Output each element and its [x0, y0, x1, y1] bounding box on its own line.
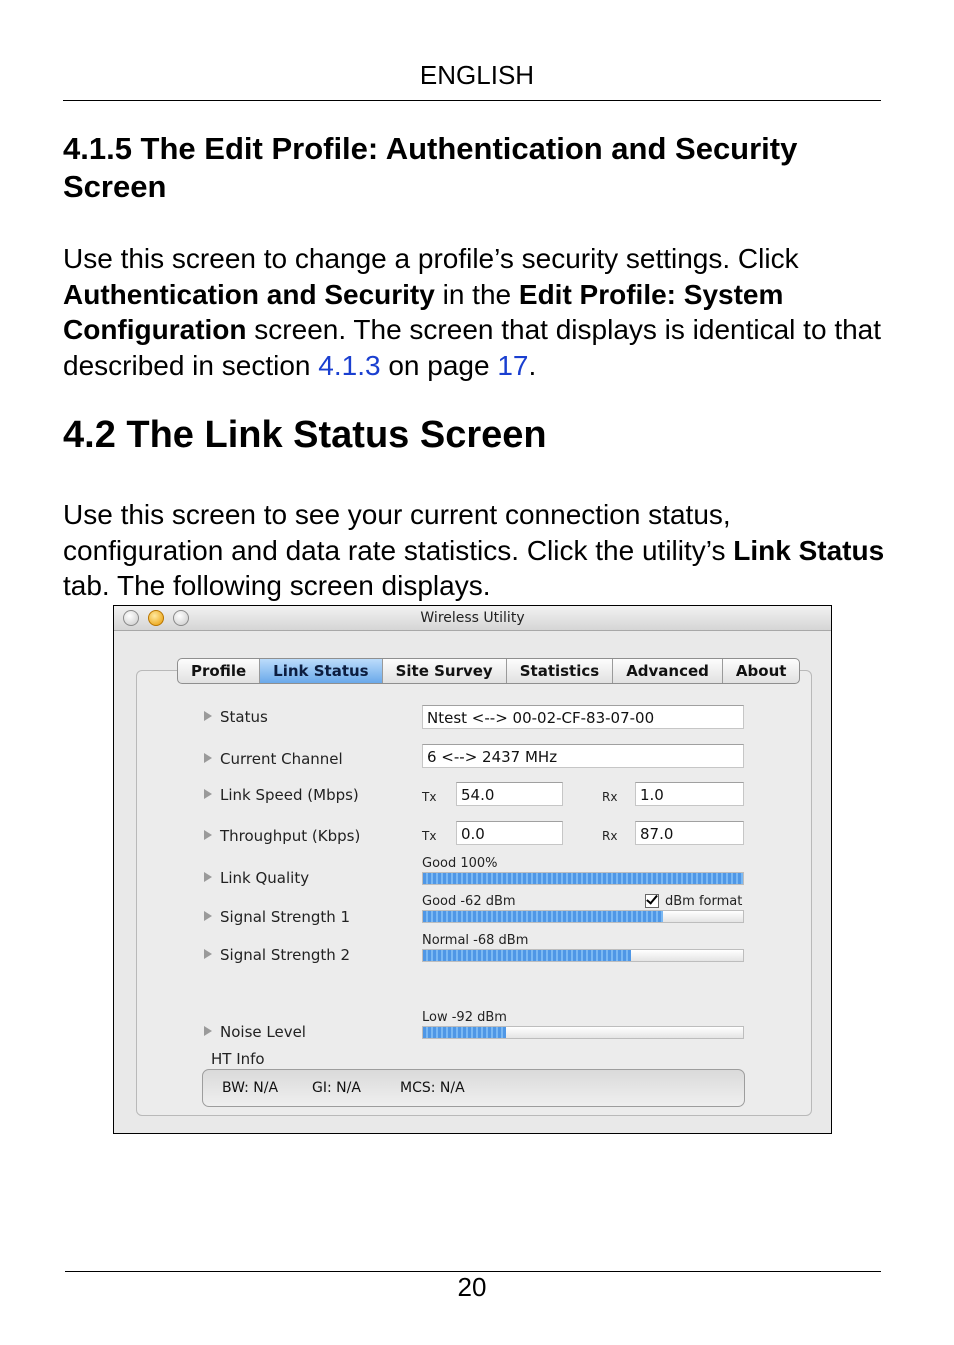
- disclosure-triangle-icon: [204, 949, 212, 959]
- page-link[interactable]: 17: [497, 349, 529, 381]
- signal-strength-2-label: [204, 946, 350, 964]
- text: in the: [434, 278, 519, 310]
- throughput-tx-field: 0.0: [456, 821, 563, 845]
- title-bar: [114, 606, 831, 631]
- meter-fill: [423, 950, 631, 961]
- rx-label: Rx: [602, 790, 618, 804]
- channel-field: 6 <--> 2437 MHz: [422, 744, 744, 768]
- tab-link-status[interactable]: Link Status: [260, 659, 382, 683]
- channel-label: [204, 750, 343, 768]
- noise-level-text: Low -92 dBm: [422, 1010, 507, 1025]
- status-field: Ntest <--> 00-02-CF-83-07-00: [422, 705, 744, 729]
- label-text: Throughput (Kbps): [220, 827, 361, 845]
- link-quality-meter: [422, 872, 744, 885]
- label-text: Signal Strength 1: [220, 908, 351, 926]
- noise-level-meter: [422, 1026, 744, 1039]
- tab-site-survey[interactable]: Site Survey: [383, 659, 507, 683]
- tx-label: Tx: [422, 790, 437, 804]
- section-415-body: [63, 241, 893, 383]
- ht-gi: GI: N/A: [312, 1080, 361, 1096]
- link-speed-tx-field: 54.0: [456, 782, 563, 806]
- link-speed-rx-field: 1.0: [635, 782, 744, 806]
- rx-label: Rx: [602, 829, 618, 843]
- page-number: 20: [457, 1272, 487, 1302]
- section-42-title: 4.2 The Link Status Screen: [63, 414, 547, 456]
- label-text: Link Quality: [220, 869, 310, 887]
- tab-advanced[interactable]: Advanced: [613, 659, 723, 683]
- section-link[interactable]: 4.1.3: [318, 349, 381, 381]
- meter-fill: [423, 1027, 506, 1038]
- signal-strength-1-meter: [422, 910, 744, 923]
- text: Use this screen to see your current connection status, configuration and data rate statistics. Click the utility’s: [63, 499, 734, 566]
- text: screen. The screen that displays is identical to that described in section: [63, 314, 882, 381]
- signal-strength-1-text: Good -62 dBm: [422, 894, 516, 909]
- throughput-label: [204, 827, 360, 845]
- signal-strength-1-label: [204, 908, 350, 926]
- label-text: Noise Level: [220, 1023, 306, 1041]
- bold-text: Edit Profile: System Configuration: [63, 278, 784, 345]
- disclosure-triangle-icon: [204, 872, 212, 882]
- text: .: [528, 349, 537, 381]
- signal-strength-2-meter: [422, 949, 744, 962]
- text: on page: [380, 349, 498, 381]
- ht-info-label: HT Info: [211, 1050, 265, 1068]
- wireless-utility-window: [113, 605, 832, 1134]
- disclosure-triangle-icon: [204, 789, 212, 799]
- text: tab. The following screen displays.: [63, 570, 491, 601]
- meter-fill: [423, 873, 743, 884]
- ht-mcs: MCS: N/A: [400, 1080, 465, 1096]
- tab-bar: [177, 658, 800, 684]
- noise-level-label: [204, 1023, 306, 1041]
- label-text: Signal Strength 2: [220, 946, 351, 964]
- label-text: Status: [220, 708, 268, 726]
- tab-profile[interactable]: Profile: [178, 659, 260, 683]
- meter-fill: [423, 911, 663, 922]
- disclosure-triangle-icon: [204, 753, 212, 763]
- throughput-rx-field: 87.0: [635, 821, 744, 845]
- ht-bw: BW: N/A: [222, 1080, 279, 1096]
- signal-strength-2-text: Normal -68 dBm: [422, 933, 529, 948]
- link-speed-label: [204, 786, 359, 804]
- link-quality-text: Good 100%: [422, 856, 498, 871]
- tx-label: Tx: [422, 829, 437, 843]
- window-title: Wireless Utility: [420, 610, 525, 626]
- bold-text: Link Status: [733, 534, 885, 566]
- header-rule: [63, 100, 881, 101]
- disclosure-triangle-icon: [204, 911, 212, 921]
- disclosure-triangle-icon: [204, 1026, 212, 1036]
- section-415-title: 4.1.5 The Edit Profile: Authentication and Security Screen: [63, 131, 798, 204]
- dbm-format-label: dBm format: [665, 894, 743, 909]
- tab-about[interactable]: About: [735, 662, 787, 680]
- status-label: [204, 708, 268, 726]
- text: Use this screen to change a profile’s security settings. Click: [63, 243, 799, 274]
- disclosure-triangle-icon: [204, 830, 212, 840]
- disclosure-triangle-icon: [204, 711, 212, 721]
- dbm-format-checkbox[interactable]: [645, 894, 659, 908]
- ht-info-box: [202, 1069, 745, 1107]
- link-quality-label: [204, 869, 309, 887]
- page-header: ENGLISH: [419, 60, 535, 90]
- section-42-body: [63, 497, 893, 604]
- label-text: Current Channel: [220, 750, 343, 768]
- tab-statistics[interactable]: Statistics: [507, 659, 613, 683]
- label-text: Link Speed (Mbps): [220, 786, 359, 804]
- bold-text: Authentication and Security: [63, 278, 435, 310]
